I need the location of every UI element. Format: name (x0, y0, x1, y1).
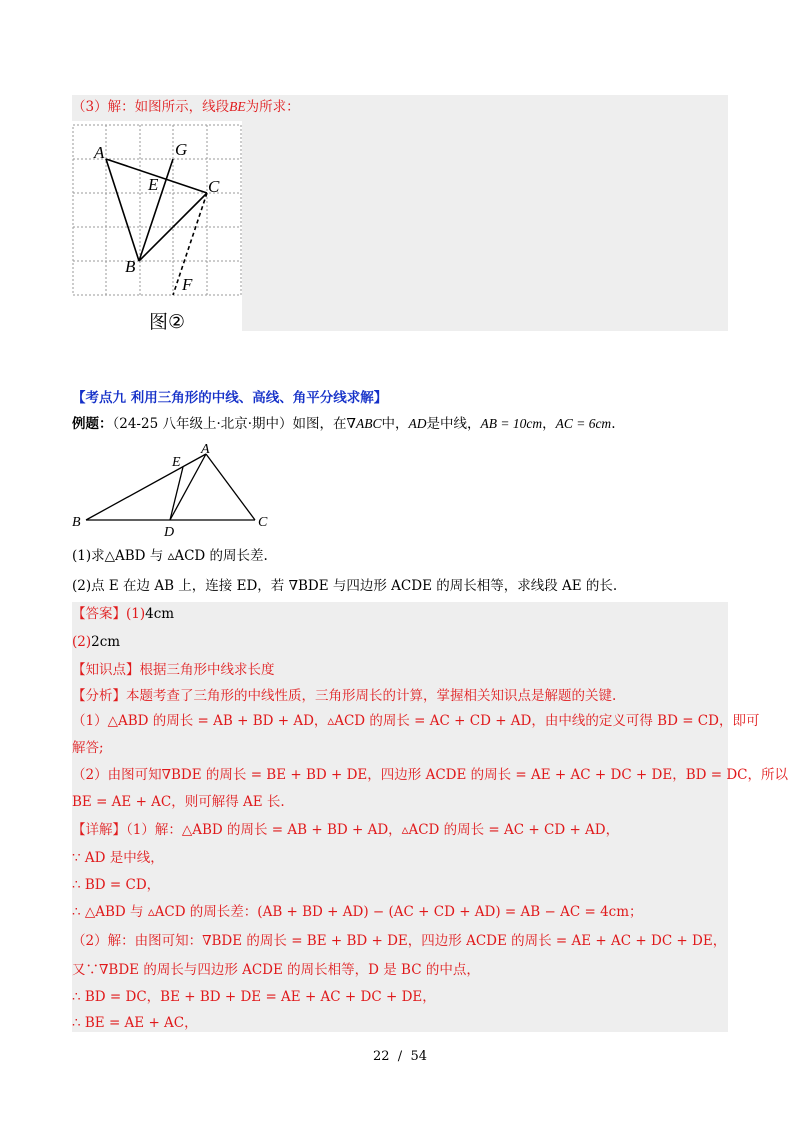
answer-2: (2)2cm (72, 634, 121, 650)
label-B: B (72, 515, 81, 530)
label-E: E (148, 175, 159, 194)
grid-figure (72, 124, 242, 332)
label-A: A (201, 442, 210, 457)
page-number: 22 / 54 (373, 1049, 427, 1064)
label-G: G (175, 140, 188, 159)
section-title: 【考点九 利用三角形的中线、高线、角平分线求解】 (72, 390, 388, 406)
detail-1: 【详解】（1）解：△ABD 的周长 = AB + BD + AD，▵ACD 的周长 = AC + CD + AD， (72, 822, 620, 838)
answer-1: 【答案】(1)4cm (72, 606, 175, 622)
detail-4: ∴ △ABD 与 ▵ACD 的周长差：(AB + BD + AD) − (AC + CD + AD) = AB − AC = 4cm； (72, 904, 643, 920)
detail-5: （2）解：由图可知：∇BDE 的周长 = BE + BD + DE，四边形 ACDE 的周长 = AE + AC + DC + DE， (72, 933, 727, 949)
figure-caption: 图② (149, 311, 186, 332)
label-C: C (208, 177, 220, 196)
segment-AB (106, 159, 139, 261)
label-D: D (164, 525, 175, 540)
analysis-part-1-cont: 解答; (72, 740, 104, 756)
triangle-figure (70, 442, 280, 542)
label-A: A (94, 143, 105, 162)
label-E: E (172, 455, 181, 470)
question-2: (2)点 E 在边 AB 上，连接 ED，若 ∇BDE 与四边形 ACDE 的周长相等，求线段 AE 的长. (72, 578, 618, 594)
analysis: 【分析】本题考查了三角形的中线性质，三角形周长的计算，掌握相关知识点是解题的关键. (72, 688, 617, 704)
detail-7: ∴ BD = DC，BE + BD + DE = AE + AC + DC + DE， (72, 989, 436, 1005)
detail-8: ∴ BE = AE + AC， (72, 1015, 198, 1031)
label-F: F (182, 275, 193, 294)
detail-6: 又∵∇BDE 的周长与四边形 ACDE 的周长相等，D 是 BC 的中点， (72, 962, 480, 978)
example-statement: 例题：（24-25 八年级上·北京·期中）如图，在∇ABC中，AD是中线，AB = 10cm，AC = 6cm. (72, 416, 616, 432)
analysis-part-2-cont: BE = AE + AC，则可解得 AE 长. (72, 794, 285, 810)
segment-AC (206, 454, 255, 520)
part3-intro: （3）解：如图所示，线段BE为所求： (72, 99, 300, 115)
detail-3: ∴ BD = CD， (72, 877, 161, 893)
question-1: (1)求△ABD 与 ▵ACD 的周长差. (72, 548, 268, 564)
detail-2: ∵ AD 是中线， (72, 850, 164, 866)
analysis-part-1: （1）△ABD 的周长 = AB + BD + AD，▵ACD 的周长 = AC + CD + AD，由中线的定义可得 BD = CD，即可 (72, 713, 760, 729)
knowledge-point: 【知识点】根据三角形中线求长度 (72, 662, 275, 678)
label-C: C (258, 515, 268, 530)
segment-ED (170, 467, 183, 520)
label-B: B (125, 257, 136, 276)
analysis-part-2: （2）由图可知∇BDE 的周长 = BE + BD + DE，四边形 ACDE 的周长 = AE + AC + DC + DE，BD = DC，所以 (72, 767, 789, 783)
